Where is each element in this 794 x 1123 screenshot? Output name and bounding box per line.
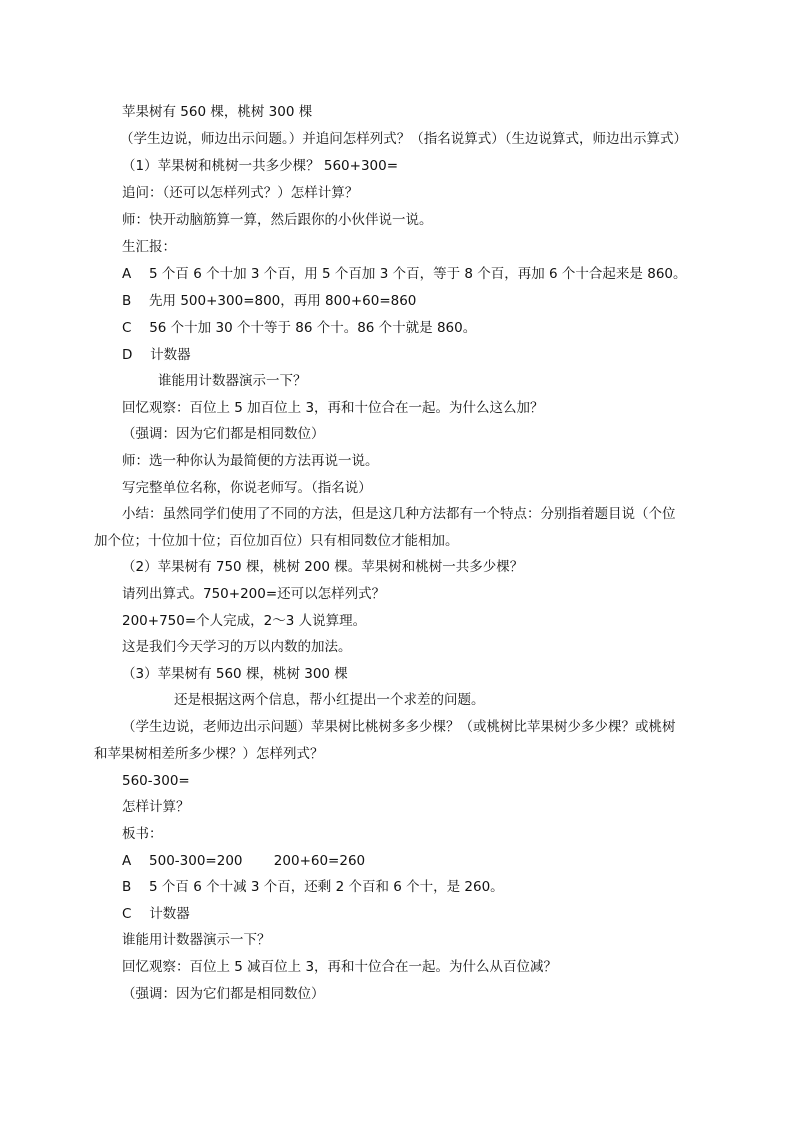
text-line: （学生边说，师边出示问题。）并追问怎样列式？（指名说算式）（生边说算式，师边出示算式）: [120, 131, 687, 147]
text-line: （3）苹果树有 560 棵，桃树 300 棵: [122, 666, 348, 682]
text-line: 谁能用计数器演示一下？: [122, 932, 271, 948]
text-line: 加个位；十位加十位；百位加百位）只有相同数位才能相加。: [94, 533, 459, 549]
text-line: 追问：（还可以怎样列式？）怎样计算？: [122, 185, 359, 201]
text-line: 生汇报：: [122, 239, 176, 255]
text-line: 板书：: [122, 826, 163, 842]
text-line: 200+750=个人完成，2～3 人说算理。: [122, 613, 367, 629]
text-line: 这是我们今天学习的万以内数的加法。: [122, 639, 352, 655]
text-line: 写完整单位名称，你说老师写。（指名说）: [122, 480, 372, 496]
text-line: （2）苹果树有 750 棵，桃树 200 棵。苹果树和桃树一共多少棵？: [122, 559, 524, 575]
text-line: 谁能用计数器演示一下？: [158, 373, 307, 389]
text-line: A 5 个百 6 个十加 3 个百，用 5 个百加 3 个百，等于 8 个百，再加 6 个十合起来是 860。: [122, 266, 687, 282]
text-line: 苹果树有 560 棵，桃树 300 棵: [122, 104, 313, 120]
text-line: （强调：因为它们都是相同数位）: [122, 986, 325, 1002]
text-line: C 56 个十加 30 个十等于 86 个十。86 个十就是 860。: [122, 320, 477, 336]
text-line: 怎样计算？: [122, 799, 190, 815]
text-line: 560-300=: [122, 773, 190, 789]
text-line: 师：选一种你认为最简便的方法再说一说。: [122, 453, 379, 469]
text-line: （强调：因为它们都是相同数位）: [122, 426, 325, 442]
text-line: C 计数器: [122, 906, 190, 922]
text-line: 小结：虽然同学们使用了不同的方法，但是这几种方法都有一个特点：分别指着题目说（个位: [122, 506, 676, 522]
text-line: 请列出算式。750+200=还可以怎样列式？: [122, 586, 386, 602]
text-line: 还是根据这两个信息，帮小红提出一个求差的问题。: [174, 692, 485, 708]
text-line: B 5 个百 6 个十减 3 个百，还剩 2 个百和 6 个十，是 260。: [122, 879, 504, 895]
text-line: （1）苹果树和桃树一共多少棵？ 560+300=: [122, 158, 399, 174]
text-line: B 先用 500+300=800，再用 800+60=860: [122, 293, 417, 309]
text-line: （学生边说，老师边出示问题）苹果树比桃树多多少棵？（或桃树比苹果树少多少棵？或桃树: [122, 719, 676, 735]
text-line: D 计数器: [122, 347, 191, 363]
text-line: 师：快开动脑筋算一算，然后跟你的小伙伴说一说。: [122, 212, 433, 228]
text-line: 回忆观察：百位上 5 加百位上 3，再和十位合在一起。为什么这么加？: [122, 400, 544, 416]
text-line: A 500-300=200 200+60=260: [122, 853, 366, 869]
text-line: 回忆观察：百位上 5 减百位上 3，再和十位合在一起。为什么从百位减？: [122, 959, 558, 975]
text-line: 和苹果树相差所多少棵？）怎样列式？: [94, 746, 324, 762]
